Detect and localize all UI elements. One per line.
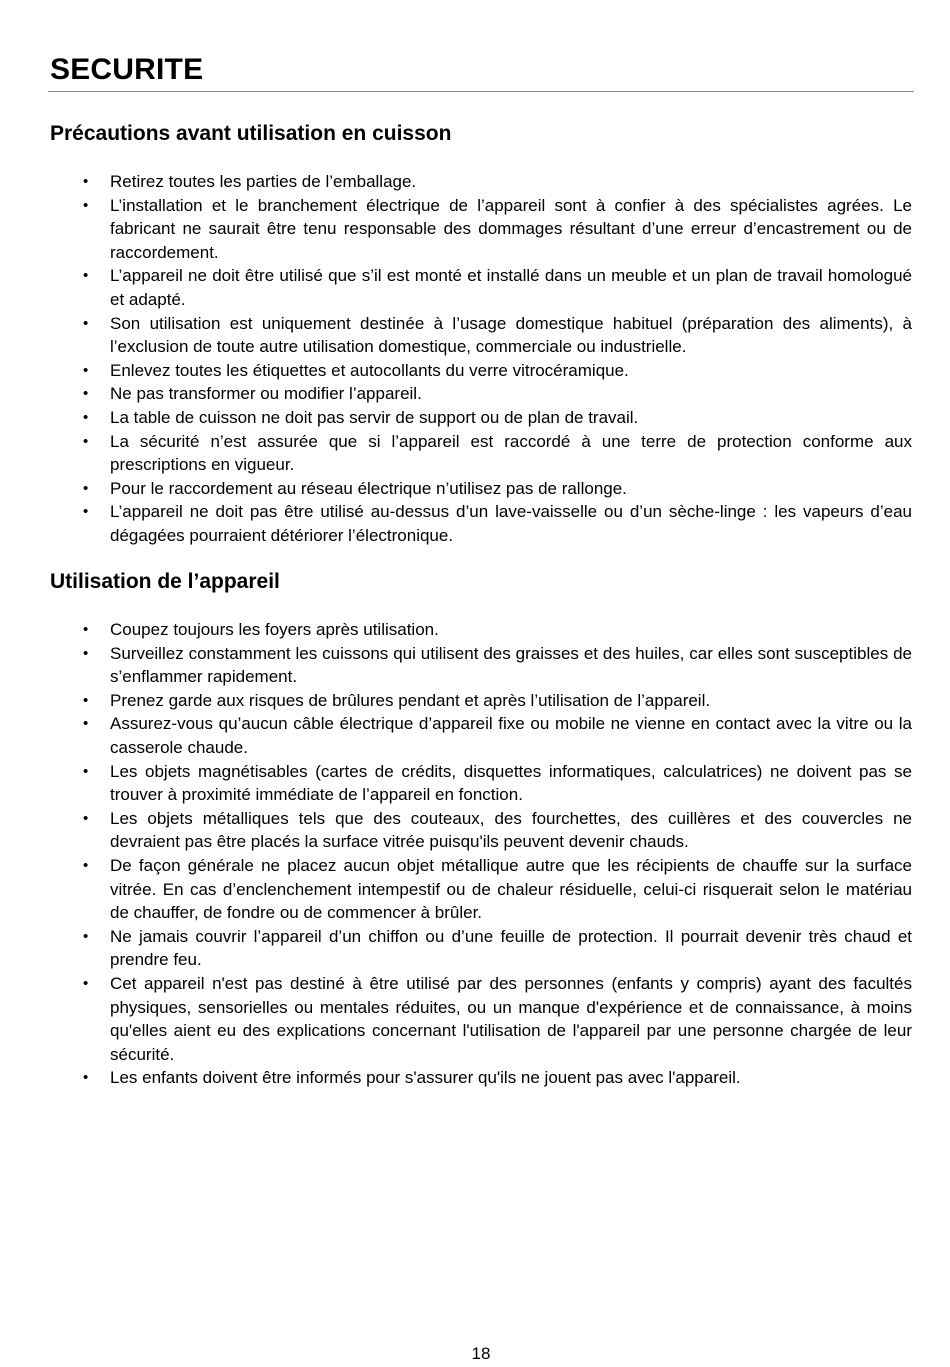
list-item xyxy=(50,854,912,925)
list-item-text: De façon générale ne placez aucun objet métallique autre que les récipients de chauffe sur la surface vitrée. En cas d’enclenchement intempestif ou de chaleur résiduelle, celui-ci risquerait selon le matériau de chauffer, de fondre ou de commencer à brûler. xyxy=(110,855,912,923)
bullet-icon: • xyxy=(83,974,89,992)
list-item-text: Prenez garde aux risques de brûlures pendant et après l’utilisation de l’appareil. xyxy=(110,690,711,710)
list-item xyxy=(50,689,912,713)
list-item-text: Retirez toutes les parties de l’emballage. xyxy=(110,172,417,191)
list-item xyxy=(50,642,912,689)
list-item-text: Assurez-vous qu’aucun câble électrique d’appareil fixe ou mobile ne vienne en contact avec la vitre ou la casserole chaude. xyxy=(110,714,912,757)
list-item xyxy=(50,1066,912,1090)
list-item-text: L’appareil ne doit pas être utilisé au-dessus d’un lave-vaisselle ou d’un sèche-linge : les vapeurs d’eau dégagées pourraient détériorer l’électronique. xyxy=(110,502,912,545)
bullet-icon: • xyxy=(83,432,89,450)
bullet-icon: • xyxy=(83,314,89,332)
list-item xyxy=(50,712,912,759)
bullet-icon: • xyxy=(83,1069,89,1087)
list-item xyxy=(50,807,912,854)
list-item xyxy=(50,760,912,807)
list-item-text: La sécurité n’est assurée que si l’appareil est raccordé à une terre de protection conforme aux prescriptions en vigueur. xyxy=(110,431,912,475)
list-item xyxy=(50,194,912,265)
list-item-text: La table de cuisson ne doit pas servir de support ou de plan de travail. xyxy=(110,407,639,427)
list-item xyxy=(50,500,912,547)
section-heading: Utilisation de l’appareil xyxy=(50,570,280,593)
bullet-icon: • xyxy=(83,715,89,733)
list-item-text: Ne jamais couvrir l’appareil d’un chiffon ou d’une feuille de protection. Il pourrait devenir très chaud et prendre feu. xyxy=(110,926,912,970)
bullet-icon: • xyxy=(83,267,89,285)
bullet-icon: • xyxy=(83,385,89,403)
bullet-icon: • xyxy=(83,621,89,638)
list-item-text: Les objets magnétisables (cartes de crédits, disquettes informatiques, calculatrices) ne doivent pas se trouver à proximité immédiate de l’appareil en fonction. xyxy=(110,761,912,805)
list-item xyxy=(50,925,912,972)
page-title: SECURITE xyxy=(50,53,204,86)
list-item xyxy=(50,359,912,383)
list-item xyxy=(50,477,912,501)
list-item xyxy=(50,264,912,311)
list-item-text: Pour le raccordement au réseau électrique n’utilisez pas de rallonge. xyxy=(110,478,627,498)
utilisation-list xyxy=(50,618,912,1090)
bullet-icon: • xyxy=(83,856,89,874)
list-item xyxy=(50,382,912,406)
list-item-text: L’appareil ne doit être utilisé que s’il est monté et installé dans un meuble et un plan de travail homologué et adapté. xyxy=(110,266,912,309)
list-item-text: Son utilisation est uniquement destinée à l’usage domestique habituel (préparation des aliments), à l’exclusion de toute autre utilisation domestique, commerciale ou industrielle. xyxy=(110,313,912,357)
list-item-text: Coupez toujours les foyers après utilisation. xyxy=(110,620,439,639)
list-item xyxy=(50,430,912,477)
list-item xyxy=(50,406,912,430)
bullet-icon: • xyxy=(83,479,89,497)
list-item xyxy=(50,618,912,642)
bullet-icon: • xyxy=(83,173,89,190)
section-heading: Précautions avant utilisation en cuisson xyxy=(50,122,452,145)
list-item xyxy=(50,972,912,1066)
list-item-text: Les enfants doivent être informés pour s'assurer qu'ils ne jouent pas avec l'appareil. xyxy=(110,1068,741,1088)
bullet-icon: • xyxy=(83,503,89,521)
list-item xyxy=(50,170,912,194)
list-item-text: Ne pas transformer ou modifier l’appareil. xyxy=(110,384,422,404)
list-item-text: Les objets métalliques tels que des couteaux, des fourchettes, des cuillères et des couvercles ne devraient pas être placés la surface vitrée puisqu'ils peuvent devenir chauds. xyxy=(110,808,912,852)
precautions-list xyxy=(50,170,912,548)
bullet-icon: • xyxy=(83,691,89,709)
list-item-text: Enlevez toutes les étiquettes et autocollants du verre vitrocéramique. xyxy=(110,360,629,380)
bullet-icon: • xyxy=(83,762,89,780)
list-item-text: L’installation et le branchement électrique de l’appareil sont à confier à des spécialistes agrées. Le fabricant ne saurait être tenu responsable des dommages résultant d’une erreur d’encastrement ou de raccordement. xyxy=(110,195,912,262)
bullet-icon: • xyxy=(83,408,89,426)
bullet-icon: • xyxy=(83,809,89,827)
bullet-icon: • xyxy=(83,361,89,379)
bullet-icon: • xyxy=(83,927,89,945)
bullet-icon: • xyxy=(83,196,89,214)
list-item-text: Surveillez constamment les cuissons qui utilisent des graisses et des huiles, car elles sont susceptibles de s’enflammer rapidement. xyxy=(110,643,912,687)
page-number: 18 xyxy=(471,1344,491,1363)
section-utilisation xyxy=(50,568,912,1090)
list-item-text: Cet appareil n'est pas destiné à être utilisé par des personnes (enfants y compris) ayant des facultés physiques, sensorielles ou mentales réduites, ou un manque d'expérience et de connaissance, à moins qu'elles aient eu des explications concernant l'utilisation de l'appareil par une personne chargée de leur sécurité. xyxy=(110,973,912,1064)
title-divider xyxy=(48,91,914,92)
section-precautions xyxy=(50,120,912,548)
bullet-icon: • xyxy=(83,644,89,662)
list-item xyxy=(50,312,912,359)
